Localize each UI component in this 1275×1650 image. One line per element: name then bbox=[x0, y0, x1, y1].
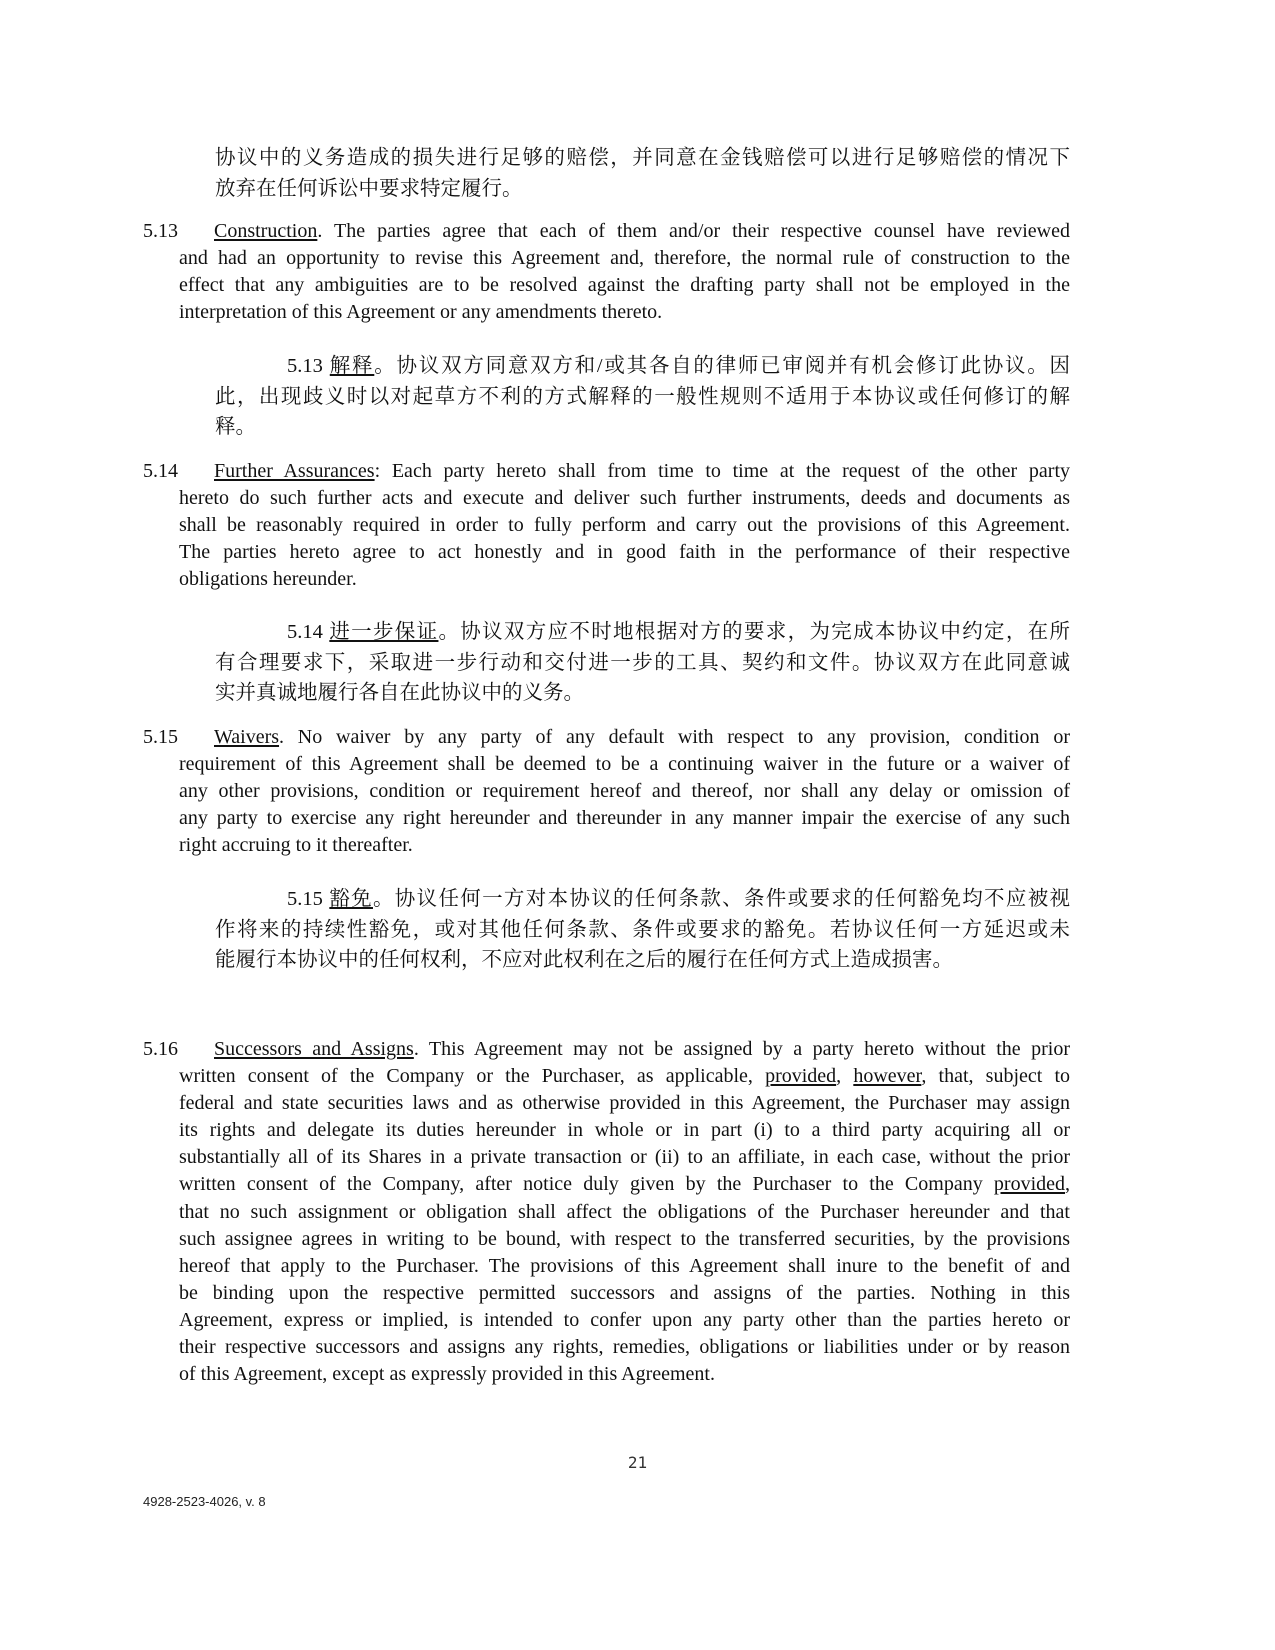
text-line bbox=[179, 458, 1070, 485]
text-segment: shall be reasonably required in order to fully perform and carry out the provisions of this Agreement. bbox=[179, 514, 1070, 537]
text-line bbox=[215, 678, 1070, 709]
text-segment: 。协议双方应不时地根据对方的要求，为完成本协议中约定，在所 bbox=[438, 621, 1071, 643]
text-line bbox=[179, 778, 1070, 805]
underlined-term: Construction bbox=[214, 220, 318, 242]
cn-5-15 bbox=[215, 884, 1070, 976]
underlined-term: 解释 bbox=[329, 355, 375, 377]
text-segment: 5.13 bbox=[287, 355, 330, 377]
text-line bbox=[215, 143, 1070, 174]
text-segment: . The parties agree that each of them and/or their respective counsel have reviewed bbox=[317, 220, 1070, 242]
text-segment: interpretation of this Agreement or any amendments thereto. bbox=[179, 301, 663, 324]
text-line bbox=[179, 485, 1070, 512]
text-segment: 。协议任何一方对本协议的任何条款、条件或要求的任何豁免均不应被视 bbox=[372, 888, 1071, 910]
section-5-13 bbox=[143, 218, 1070, 326]
text-segment: requirement of this Agreement shall be deemed to be a continuing waiver in the future or a waiver of bbox=[179, 753, 1070, 776]
underlined-term: provided bbox=[765, 1065, 837, 1088]
text-segment: , that, subject to bbox=[921, 1065, 1071, 1088]
text-segment: 。协议双方同意双方和/或其各自的律师已审阅并有机会修订此协议。因 bbox=[374, 355, 1071, 377]
text-line bbox=[215, 617, 1070, 648]
section-5-14 bbox=[143, 458, 1071, 593]
text-line bbox=[179, 512, 1070, 539]
text-segment: their respective successors and assigns any rights, remedies, obligations or liabilities under or by reason bbox=[179, 1336, 1070, 1359]
section-number: 5.14 bbox=[143, 460, 178, 482]
text-segment: substantially all of its Shares in a private transaction or (ii) to an affiliate, in each case, without the prior bbox=[179, 1146, 1070, 1169]
text-segment: that no such assignment or obligation shall affect the obligations of the Purchaser hereunder and that bbox=[179, 1200, 1070, 1223]
text-line bbox=[179, 1144, 1070, 1171]
underlined-term: Waivers bbox=[214, 726, 280, 748]
text-line bbox=[179, 1280, 1070, 1307]
text-segment: : Each party hereto shall from time to time at the request of the other party bbox=[374, 460, 1071, 482]
text-line bbox=[179, 1090, 1070, 1117]
text-line bbox=[179, 1253, 1070, 1280]
text-segment: , bbox=[836, 1065, 854, 1088]
underlined-term: 进一步保证 bbox=[329, 621, 439, 643]
text-segment: 实并真诚地履行各自在此协议中的义务。 bbox=[215, 682, 584, 704]
text-segment: hereto do such further acts and execute and deliver such further instruments, deeds and documents as bbox=[179, 487, 1070, 510]
text-segment: be binding upon the respective permitted successors and assigns of the parties. Nothing in this bbox=[179, 1281, 1070, 1304]
text-line bbox=[179, 218, 1070, 245]
text-line bbox=[215, 174, 1070, 205]
text-segment: , bbox=[1065, 1173, 1070, 1196]
text-line bbox=[179, 245, 1070, 272]
text-segment: 作将来的持续性豁免，或对其他任何条款、条件或要求的豁免。若协议任何一方延迟或未 bbox=[215, 918, 1070, 941]
text-segment: 有合理要求下，采取进一步行动和交付进一步的工具、契约和文件。协议双方在此同意诚 bbox=[215, 651, 1070, 674]
text-segment: obligations hereunder. bbox=[179, 568, 357, 591]
underlined-term: however bbox=[853, 1065, 922, 1088]
text-segment: 5.15 bbox=[287, 888, 330, 910]
text-line bbox=[179, 724, 1070, 751]
text-line bbox=[179, 272, 1070, 299]
text-segment: 释。 bbox=[215, 416, 256, 438]
text-segment: its rights and delegate its duties hereunder in whole or in part (i) to a third party acquiring all or bbox=[179, 1119, 1070, 1142]
text-line bbox=[179, 1361, 1070, 1388]
underlined-term: provided bbox=[993, 1173, 1065, 1196]
text-line bbox=[215, 412, 1070, 443]
text-segment: written consent of the Company, after notice duly given by the Purchaser to the Company bbox=[179, 1173, 994, 1196]
cn-5-13 bbox=[215, 351, 1070, 443]
underlined-term: Successors and Assigns bbox=[214, 1038, 414, 1060]
text-segment: effect that any ambiguities are to be resolved against the drafting party shall not be employed in the bbox=[179, 274, 1070, 297]
section-5-15 bbox=[143, 724, 1070, 859]
section-number: 5.15 bbox=[143, 726, 178, 748]
text-segment: of this Agreement, except as expressly provided in this Agreement. bbox=[179, 1363, 715, 1386]
text-line bbox=[179, 805, 1070, 832]
text-line bbox=[179, 539, 1070, 566]
text-segment: . This Agreement may not be assigned by a party hereto without the prior bbox=[413, 1038, 1070, 1060]
text-segment: The parties hereto agree to act honestly and in good faith in the performance of their respective bbox=[179, 541, 1070, 564]
text-line bbox=[179, 1226, 1070, 1253]
text-segment: and had an opportunity to revise this Agreement and, therefore, the normal rule of construction to the bbox=[179, 247, 1070, 270]
page-number: 21 bbox=[627, 1453, 648, 1472]
text-line bbox=[215, 351, 1070, 382]
text-line bbox=[215, 945, 1070, 976]
text-segment: 放弃在任何诉讼中要求特定履行。 bbox=[215, 177, 523, 200]
text-segment: 协议中的义务造成的损失进行足够的赔偿，并同意在金钱赔偿可以进行足够赔偿的情况下 bbox=[215, 147, 1070, 169]
text-line bbox=[179, 751, 1070, 778]
underlined-term: 豁免 bbox=[329, 888, 373, 910]
text-line bbox=[215, 648, 1070, 679]
cn-5-14 bbox=[215, 617, 1070, 709]
text-segment: 5.14 bbox=[287, 621, 330, 643]
text-line bbox=[179, 1199, 1070, 1226]
text-segment: . No waiver by any party of any default with respect to any provision, condition or bbox=[279, 726, 1070, 748]
text-line bbox=[179, 1334, 1070, 1361]
text-line bbox=[179, 1063, 1070, 1090]
text-line bbox=[179, 1307, 1070, 1334]
text-line bbox=[215, 915, 1070, 946]
text-segment: any party to exercise any right hereunder and thereunder in any manner impair the exercise of any such bbox=[179, 807, 1070, 830]
section-number: 5.16 bbox=[143, 1038, 178, 1060]
text-line bbox=[215, 884, 1070, 915]
text-segment: 此，出现歧义时以对起草方不利的方式解释的一般性规则不适用于本协议或任何修订的解 bbox=[215, 385, 1070, 408]
text-segment: right accruing to it thereafter. bbox=[179, 834, 413, 857]
section-5-16 bbox=[143, 1036, 1071, 1388]
text-segment: Agreement, express or implied, is intended to confer upon any party other than the parties hereto or bbox=[179, 1308, 1070, 1331]
text-line bbox=[179, 1117, 1070, 1144]
text-line bbox=[179, 566, 1070, 593]
text-line bbox=[179, 1036, 1070, 1063]
text-segment: such assignee agrees in writing to be bound, with respect to the transferred securities, by the provisions bbox=[179, 1227, 1070, 1250]
text-segment: federal and state securities laws and as otherwise provided in this Agreement, the Purchaser may assign bbox=[179, 1092, 1070, 1115]
text-segment: hereof that apply to the Purchaser. The provisions of this Agreement shall inure to the benefit of and bbox=[179, 1254, 1070, 1277]
text-line bbox=[179, 832, 1070, 859]
text-line bbox=[179, 299, 1070, 326]
document-id: 4928-2523-4026, v. 8 bbox=[143, 1494, 266, 1509]
text-segment: 能履行本协议中的任何权利，不应对此权利在之后的履行在任何方式上造成损害。 bbox=[215, 949, 953, 971]
cn-5-12-cont bbox=[215, 143, 1070, 204]
text-line bbox=[215, 382, 1070, 413]
underlined-term: Further Assurances bbox=[214, 460, 375, 482]
section-number: 5.13 bbox=[143, 220, 178, 242]
text-line bbox=[179, 1171, 1070, 1198]
text-segment: any other provisions, condition or requirement hereof and thereof, nor shall any delay or omission of bbox=[179, 780, 1070, 803]
text-segment: written consent of the Company or the Purchaser, as applicable, bbox=[179, 1065, 766, 1088]
